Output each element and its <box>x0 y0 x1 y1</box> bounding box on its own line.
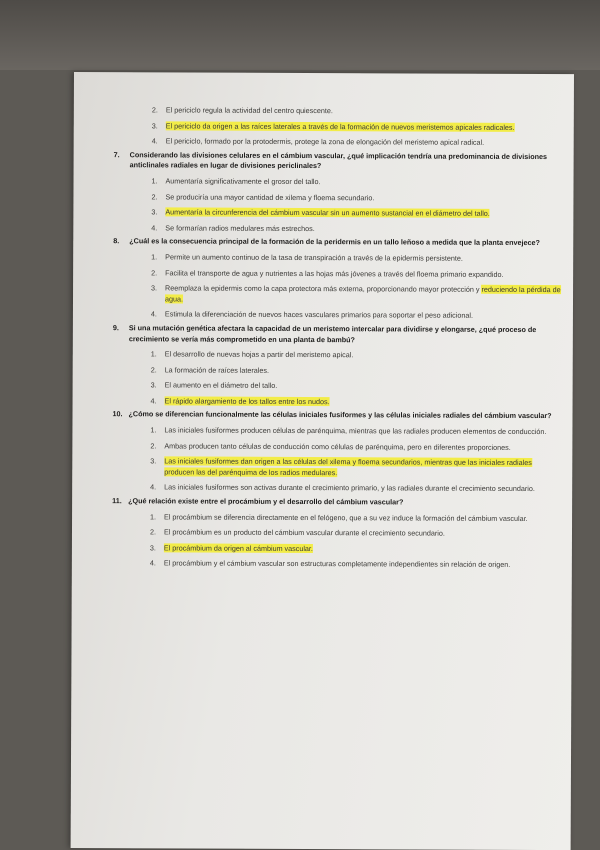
option-2: 2. La formación de raíces laterales. <box>151 365 561 377</box>
highlighted-text: reduciendo la pérdida de agua. <box>164 284 561 304</box>
option-1: 1. El desarrollo de nuevas hojas a partir del meristemo apical. <box>151 349 561 361</box>
table-background <box>0 0 600 70</box>
option-text <box>165 208 561 220</box>
question-text: ¿Cómo se diferencian funcionalmente las células iniciales fusiformes y las células iniciales radiales del cámbium vascular? <box>128 409 552 421</box>
highlighted-text: Las iniciales fusiformes dan origen a las células del xilema y floema secundarios, mientras que las iniciales radiales producen las del parénquima de los radios medulares. <box>164 456 532 477</box>
option-text <box>164 543 560 555</box>
option-text: Reemplaza la epidermis como la capa protectora más externa, proporcionando mayor protección y reduciendo la pérdida de agua. <box>164 283 561 304</box>
option-3: 3. Las iniciales fusiformes dan origen a las células del xilema y floema secundarios, mientras que las iniciales radiales producen las del parénquima de los radios medulares. <box>150 457 560 480</box>
option-text: Permite un aumento continuo de la tasa de transpiración a través de la epidermis persistente. <box>165 252 463 263</box>
option-text: El aumento en el diámetro del tallo. <box>164 380 278 391</box>
option-3 <box>152 121 562 133</box>
highlighted-text: El rápido alargamiento de los tallos entre los nudos. <box>164 396 330 406</box>
paper-sheet <box>71 72 574 850</box>
option-text: Las iniciales fusiformes son activas durante el crecimiento primario, y las radiales durante el crecimiento secundario. <box>164 482 535 494</box>
question-9 <box>113 323 561 409</box>
option-text: El periciclo, formado por la protodermis, protege la zona de elongación del meristemo apical radical. <box>165 136 485 147</box>
option-text <box>166 121 562 133</box>
question-number: 10. <box>112 409 123 419</box>
question-number: 9. <box>112 323 119 333</box>
option-3: 3. El procámbium da origen al cámbium vascular. <box>150 543 560 555</box>
option-2: 2. Facilita el transporte de agua y nutrientes a las hojas más jóvenes a través del floema primario expandido. <box>151 268 561 280</box>
option-text: El procámbium es un producto del cámbium vascular durante el crecimiento secundario. <box>163 527 445 538</box>
question-number: 11. <box>112 496 122 506</box>
option-text: Ambas producen tanto células de conducción como células de parénquima, pero en diferentes proporciones. <box>164 441 511 452</box>
option-number: 4. <box>151 136 158 146</box>
option-4: 4. Estimula la diferenciación de nuevos haces vasculares primarios para soportar el peso adicional. <box>151 310 561 322</box>
option-text: El periciclo regula la actividad del centro quiescente. <box>165 105 333 116</box>
highlighted-text: Aumentaría la circunferencia del cámbium vascular sin un aumento sustancial en el diámetro del tallo. <box>165 207 490 218</box>
question-text: ¿Qué relación existe entre el procámbium y el desarrollo del cámbium vascular? <box>128 496 404 507</box>
highlighted-text: El periciclo da origen a las raíces laterales a través de la formación de nuevos meristemos apicales radicales. <box>165 120 515 132</box>
carry-over-options <box>114 105 562 149</box>
question-11 <box>112 496 560 571</box>
question-10 <box>112 410 560 496</box>
option-4 <box>152 137 562 149</box>
option-1: 1. Las iniciales fusiformes producen células de parénquima, mientras que las radiales producen elementos de conducción. <box>150 425 560 437</box>
option-text <box>165 396 561 408</box>
option-3: 3. El aumento en el diámetro del tallo. <box>151 381 561 393</box>
option-2 <box>152 105 562 117</box>
option-number: 2. <box>151 105 158 115</box>
option-4: 4. Se formarían radios medulares más estrechos. <box>151 223 561 235</box>
option-text: La formación de raíces laterales. <box>164 365 270 375</box>
option-text <box>164 457 560 480</box>
option-text: Las iniciales fusiformes producen células de parénquima, mientras que las radiales producen elementos de conducción. <box>164 425 547 437</box>
option-4: 4. Las iniciales fusiformes son activas durante el crecimiento primario, y las radiales durante el crecimiento secundario. <box>150 483 560 495</box>
highlighted-text: El procámbium da origen al cámbium vascular. <box>163 543 313 553</box>
option-1: 1. El procámbium se diferencia directamente en el felógeno, que a su vez induce la formación del cámbium vascular. <box>150 512 560 524</box>
question-7 <box>113 150 561 236</box>
option-text: El desarrollo de nuevas hojas a partir del meristemo apical. <box>164 349 354 360</box>
question-text: Si una mutación genética afectara la capacidad de un meristemo intercalar para dividirse y elongarse, ¿qué proceso de crecimiento se vería más comprometido en una planta de bambú? <box>128 323 537 344</box>
option-4: 4. El procámbium y el cámbium vascular son estructuras completamente independientes sin relación de origen. <box>150 559 560 571</box>
option-1: 1. Permite un aumento continuo de la tasa de transpiración a través de la epidermis persistente. <box>151 252 561 264</box>
option-text: Facilita el transporte de agua y nutrientes a las hojas más jóvenes a través del floema primario expandido. <box>165 267 504 279</box>
option-text: Aumentaría significativamente el grosor del tallo. <box>165 176 321 187</box>
option-3: 3. Aumentaría la circunferencia del cámbium vascular sin un aumento sustancial en el diámetro del tallo. <box>151 207 561 219</box>
question-text: Considerando las divisiones celulares en el cámbium vascular, ¿qué implicación tendría una predominancia de divisiones anticlinales radiales en lugar de divisiones periclinales? <box>129 150 548 171</box>
question-8 <box>113 237 561 323</box>
option-text: El procámbium y el cámbium vascular son estructuras completamente independientes sin relación de origen. <box>163 558 511 570</box>
option-text: El procámbium se diferencia directamente en el felógeno, que a su vez induce la formación del cámbium vascular. <box>164 512 528 523</box>
option-text: Se produciría una mayor cantidad de xilema y floema secundario. <box>165 191 375 202</box>
option-text: Estimula la diferenciación de nuevos haces vasculares primarios para soportar el peso adicional. <box>164 309 473 321</box>
question-number: 8. <box>113 236 120 246</box>
option-3: 3. Reemplaza la epidermis como la capa protectora más externa, proporcionando mayor protección y reduciendo la pérdida de agua. <box>151 283 561 306</box>
question-text: ¿Cuál es la consecuencia principal de la formación de la peridermis en un tallo leñoso a medida que la planta envejece? <box>129 236 540 248</box>
option-2: 2. Se produciría una mayor cantidad de xilema y floema secundario. <box>151 192 561 204</box>
exam-document <box>112 102 562 571</box>
option-text: Se formarían radios medulares más estrechos. <box>165 223 315 233</box>
option-2: 2. Ambas producen tanto células de conducción como células de parénquima, pero en diferentes proporciones. <box>150 441 560 453</box>
question-number: 7. <box>113 149 120 159</box>
option-4: 4. El rápido alargamiento de los tallos entre los nudos. <box>151 396 561 408</box>
option-number: 3. <box>151 120 158 130</box>
option-2: 2. El procámbium es un producto del cámbium vascular durante el crecimiento secundario. <box>150 528 560 540</box>
option-1: 1. Aumentaría significativamente el grosor del tallo. <box>151 176 561 188</box>
